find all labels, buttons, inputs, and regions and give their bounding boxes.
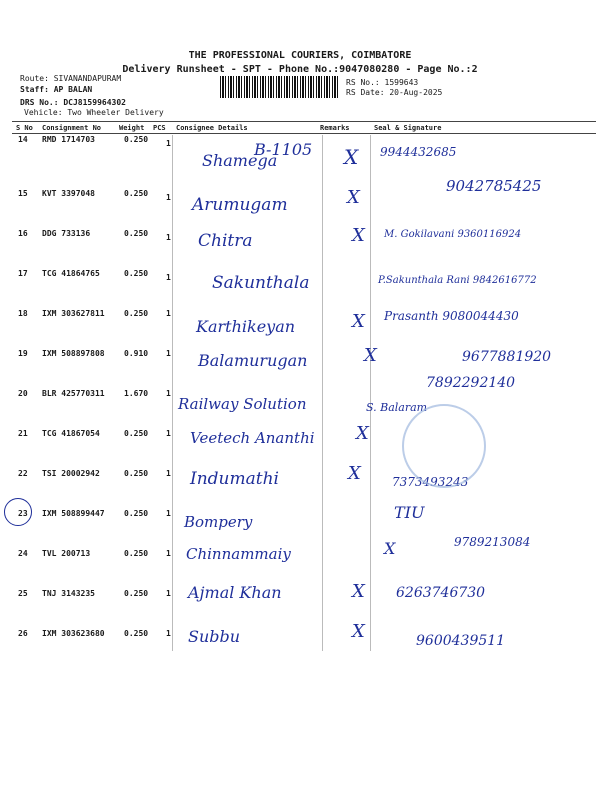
row-remark-mark: X: [352, 621, 365, 642]
table-row: [12, 375, 596, 415]
row-consignee-handwritten: Bompery: [184, 513, 253, 531]
table-row: [12, 295, 596, 335]
row-weight: 0.250: [124, 549, 149, 558]
row-remark-mark: X: [344, 145, 359, 169]
table-row: [12, 175, 596, 215]
row-consignment: IXM 303627811: [42, 309, 105, 318]
row-weight: 0.250: [124, 509, 149, 518]
row-pcs: 1: [166, 273, 171, 282]
row-sno: 20: [18, 389, 28, 398]
row-sno: 15: [18, 189, 28, 198]
row-signature: 7892292140: [426, 375, 516, 391]
row-pcs: 1: [166, 589, 171, 598]
row-pcs: 1: [166, 309, 171, 318]
row-weight: 0.250: [124, 189, 149, 198]
row-signature: TIU: [394, 503, 425, 522]
table-row: [12, 335, 596, 375]
row-weight: 0.250: [124, 229, 149, 238]
drs-label: DRS No.: DCJ8159964302: [20, 98, 126, 107]
staff-label: Staff: AP BALAN: [20, 85, 93, 94]
row-pcs: 1: [166, 509, 171, 518]
row-signature: 9677881920: [462, 349, 552, 365]
table-row: [12, 615, 596, 655]
row-pcs: 1: [166, 349, 171, 358]
row-consignment: TCG 41867054: [42, 429, 100, 438]
row-sno: 22: [18, 469, 28, 478]
table-row: [12, 255, 596, 295]
col-header-signature: Seal & Signature: [374, 124, 442, 132]
row-weight: 0.250: [124, 429, 149, 438]
row-consignee-handwritten: Karthikeyan: [196, 317, 296, 336]
row-consignee-handwritten: Chinnammaiy: [186, 545, 291, 563]
row-signature: 9042785425: [446, 177, 542, 195]
table-row: [12, 535, 596, 575]
row-remark-mark: X: [356, 423, 369, 444]
table-row: [12, 575, 596, 615]
rs-number: RS No.: 1599643: [346, 78, 419, 87]
document-title: THE PROFESSIONAL COURIERS, COIMBATORE: [188, 50, 412, 61]
row-sno: 17: [18, 269, 28, 278]
row-sno: 19: [18, 349, 28, 358]
col-header-sno: S No: [16, 124, 33, 132]
row-weight: 0.910: [124, 349, 149, 358]
row-consignment: TCG 41864765: [42, 269, 100, 278]
document-subtitle: Delivery Runsheet - SPT - Phone No.:9047080280 - Page No.:2: [122, 64, 478, 75]
row-signature: 7373493243: [392, 475, 469, 489]
row-consignment: BLR 425770311: [42, 389, 105, 398]
row-sno: 25: [18, 589, 28, 598]
row-consignment: IXM 508897808: [42, 349, 105, 358]
row-consignee-handwritten: Sakunthala: [212, 273, 310, 293]
row-signature: 9944432685: [380, 145, 457, 159]
row-consignment: TNJ 3143235: [42, 589, 95, 598]
vehicle-label: Vehicle: Two Wheeler Delivery: [24, 108, 164, 117]
row-weight: 0.250: [124, 309, 149, 318]
col-header-remarks: Remarks: [320, 124, 350, 132]
row-signature: 9789213084: [454, 535, 531, 549]
row-weight: 0.250: [124, 269, 149, 278]
runsheet-table: [12, 121, 596, 651]
row-pcs: 1: [166, 193, 171, 202]
row-weight: 0.250: [124, 629, 149, 638]
row-pcs: 1: [166, 139, 171, 148]
row-remark-mark: X: [352, 311, 365, 332]
row-remark-mark: X: [384, 539, 396, 558]
row-consignee-handwritten: Railway Solution: [178, 395, 307, 413]
row-pcs: 1: [166, 469, 171, 478]
row-signature: P.Sakunthala Rani 9842616772: [378, 275, 537, 286]
row-consignee-handwritten: Arumugam: [192, 195, 288, 215]
row-signature: S. Balaram: [366, 401, 428, 414]
row-sno: 24: [18, 549, 28, 558]
row-consignee-handwritten: Subbu: [188, 627, 241, 646]
row-pcs: 1: [166, 233, 171, 242]
col-header-pcs: PCS: [153, 124, 166, 132]
row-consignee-handwritten: Ajmal Khan: [188, 583, 282, 602]
barcode-image: [220, 76, 340, 98]
row-consignment: IXM 303623680: [42, 629, 105, 638]
col-header-consignment: Consignment No: [42, 124, 102, 132]
row-sno: 16: [18, 229, 28, 238]
row-sno: 23: [18, 509, 28, 518]
table-row: [12, 455, 596, 495]
row-remark-mark: X: [348, 463, 361, 484]
route-label: Route: SIVANANDAPURAM: [20, 74, 122, 83]
row-sno: 21: [18, 429, 28, 438]
row-remark-mark: X: [347, 187, 360, 208]
row-pcs: 1: [166, 549, 171, 558]
row-sno: 14: [18, 135, 28, 144]
row-consignment: DDG 733136: [42, 229, 91, 238]
row-sno: 26: [18, 629, 28, 638]
row-consignment: TVL 200713: [42, 549, 91, 558]
row-consignee-handwritten: Shamega: [202, 151, 278, 170]
row-remark-mark: X: [352, 225, 365, 246]
row-signature: 6263746730: [396, 585, 486, 601]
table-row: [12, 495, 596, 535]
row-pcs: 1: [166, 629, 171, 638]
handwritten-annotation: B-1105: [254, 140, 313, 159]
row-pcs: 1: [166, 429, 171, 438]
row-weight: 1.670: [124, 389, 149, 398]
row-remark-mark: X: [364, 345, 377, 366]
row-consignment: KVT 3397048: [42, 189, 95, 198]
row-consignment: TSI 20002942: [42, 469, 100, 478]
row-weight: 0.250: [124, 469, 149, 478]
row-remark-mark: X: [352, 581, 365, 602]
row-pcs: 1: [166, 389, 171, 398]
row-consignee-handwritten: Indumathi: [190, 469, 279, 489]
row-consignment: IXM 508899447: [42, 509, 105, 518]
office-seal-stamp: [402, 404, 486, 488]
rs-date: RS Date: 20-Aug-2025: [346, 88, 443, 97]
row-weight: 0.250: [124, 135, 149, 144]
col-header-weight: Weight: [119, 124, 145, 132]
row-weight: 0.250: [124, 589, 149, 598]
row-consignee-handwritten: Veetech Ananthi: [190, 429, 315, 447]
row-sno: 18: [18, 309, 28, 318]
row-consignment: RMD 1714703: [42, 135, 95, 144]
row-consignee-handwritten: Chitra: [198, 231, 253, 251]
col-header-consignee: Consignee Details: [176, 124, 248, 132]
row-signature: Prasanth 9080044430: [384, 309, 519, 323]
row-signature: M. Gokilavani 9360116924: [384, 229, 522, 240]
row-signature: 9600439511: [416, 633, 506, 649]
row-consignee-handwritten: Balamurugan: [198, 351, 308, 370]
table-row: [12, 215, 596, 255]
